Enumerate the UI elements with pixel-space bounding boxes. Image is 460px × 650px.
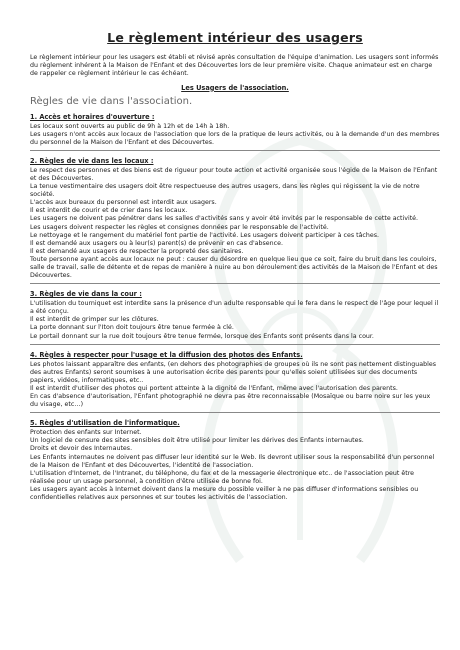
section-line: Les photos laissant apparaître des enfants, (en dehors des photographies de groupes où ils ne sont pas nettement distinguables des autres Enfants) seront soumises à une autorisation écrite des parents pour qu'elles soient utilisées sur des documents papiers, vidéos, informatiques, etc.. xyxy=(30,360,437,384)
section-line: Les usagers doivent respecter les règles et consignes données par le responsable de l'activité. xyxy=(30,223,329,231)
section-regles-cour xyxy=(30,290,440,340)
section-line: Il est interdit de courir et de crier dans les locaux. xyxy=(30,207,188,215)
section-line: Les locaux sont ouverts au public de 9h à 12h et de 14h à 18h. xyxy=(30,122,230,130)
section-title: 4. Règles à respecter pour l'usage et la diffusion des photos des Enfants. xyxy=(30,350,303,359)
section-title: 5. Règles d'utilisation de l'informatique. xyxy=(30,419,180,428)
section-line: La porte donnant sur l'Iton doit toujours être tenue fermée à clé. xyxy=(30,324,234,332)
section-line: Les Enfants internautes ne doivent pas diffuser leur identité sur le Web. Ils devront utiliser sous la responsabilité d'un personnel de la Maison de l'Enfant et des Découvertes, l'identité de l'association. xyxy=(30,453,435,469)
document-content xyxy=(30,30,440,502)
section-line: Un logiciel de censure des sites sensibles doit être utilisé pour limiter les dérives des Enfants internautes. xyxy=(30,437,364,445)
section-title: 1. Accès et horaires d'ouverture : xyxy=(30,112,155,121)
subtitle-usagers: Les Usagers de l'association. xyxy=(181,83,289,92)
section-regles-locaux xyxy=(30,157,440,280)
document-title: Le règlement intérieur des usagers xyxy=(107,30,363,45)
section-title: 2. Règles de vie dans les locaux : xyxy=(30,156,154,165)
section-line: Les usagers ne doivent pas pénétrer dans les salles d'activités sans y avoir été invités par le responsable de cette activité. xyxy=(30,215,419,223)
section-line: Il est interdit de grimper sur les clôtures. xyxy=(30,316,159,324)
section-line: Il est demandé aux usagers de respecter la propreté des sanitaires. xyxy=(30,247,244,255)
section-divider xyxy=(30,150,440,151)
section-line: Droits et devoir des Internautes. xyxy=(30,445,133,453)
section-photos-enfants xyxy=(30,351,440,410)
section-line: L'accès aux bureaux du personnel est interdit aux usagers. xyxy=(30,199,217,207)
section-line: Il est interdit d'utiliser des photos qui portent atteinte à la dignité de l'Enfant, même avec l'autorisation des parents. xyxy=(30,384,398,392)
section-divider xyxy=(30,412,440,413)
section-line: L'utilisation du tourniquet est interdite sans la présence d'un adulte responsable qui le fera dans le respect de l'âge pour lequel il a été conçu. xyxy=(30,300,439,316)
section-line: La tenue vestimentaire des usagers doit être respectueuse des autres usagers, dans les règles qui régissent la vie de notre société. xyxy=(30,183,420,199)
section-line: Le portail donnant sur la rue doit toujours être tenue fermée, lorsque des Enfants sont présents dans la cour. xyxy=(30,332,374,340)
section-line: Protection des enfants sur Internet. xyxy=(30,429,142,437)
section-line: Les usagers n'ont accès aux locaux de l'association que lors de la pratique de leurs activités, ou à la demande d'un des membres du personnel de la Maison de l'Enfant et des Découvertes. xyxy=(30,130,440,146)
section-line: En cas d'absence d'autorisation, l'Enfant photographié ne devra pas être reconnaissable (Mosaïque ou barre noire sur les yeux du visage, etc…) xyxy=(30,393,431,409)
section-line: Les usagers ayant accès à Internet doivent dans la mesure du possible veiller à ne pas diffuser d'informations sensibles ou confidentielles relatives aux personnes et sur toutes les activités de l'association. xyxy=(30,485,419,501)
section-acces-horaires xyxy=(30,113,440,147)
section-divider xyxy=(30,344,440,345)
intro-paragraph: Le règlement intérieur pour les usagers est établi et révisé après consultation de l'équipe d'animation. Les usagers sont informés du règlement inhérent à la Maison de l'Enfant et des Découvertes lors de leur première visite. Chaque animateur est en charge de rappeler ce règlement intérieur le cas échéant. xyxy=(30,54,439,78)
section-line: L'utilisation d'Internet, de l'Intranet, du téléphone, du fax et de la messagerie électronique etc.. de l'association peut être réalisée pour un usage personnel, à condition d'être utilisée de bonne foi. xyxy=(30,469,415,485)
section-line: Toute personne ayant accès aux locaux ne peut : causer du désordre en quelque lieu que ce soit, faire du bruit dans les couloirs, salle de travail, salle de détente et de repas de manière à nuire au bon déroulement des activités de la Maison de l'Enfant et des Découvertes. xyxy=(30,255,438,280)
section-informatique xyxy=(30,419,440,502)
section-divider xyxy=(30,283,440,284)
heading-regles-de-vie: Règles de vie dans l'association. xyxy=(30,95,193,107)
section-title: 3. Règles de vie dans la cour : xyxy=(30,290,142,299)
section-line: Il est demandé aux usagers ou à leur(s) parent(s) de prévenir en cas d'absence. xyxy=(30,239,284,247)
section-line: Le respect des personnes et des biens est de rigueur pour toute action et activité organisée sous l'égide de la Maison de l'Enfant et des Découvertes. xyxy=(30,166,438,182)
section-line: Le nettoyage et le rangement du matériel font partie de l'activité. Les usagers doivent participer à ces tâches. xyxy=(30,231,380,239)
